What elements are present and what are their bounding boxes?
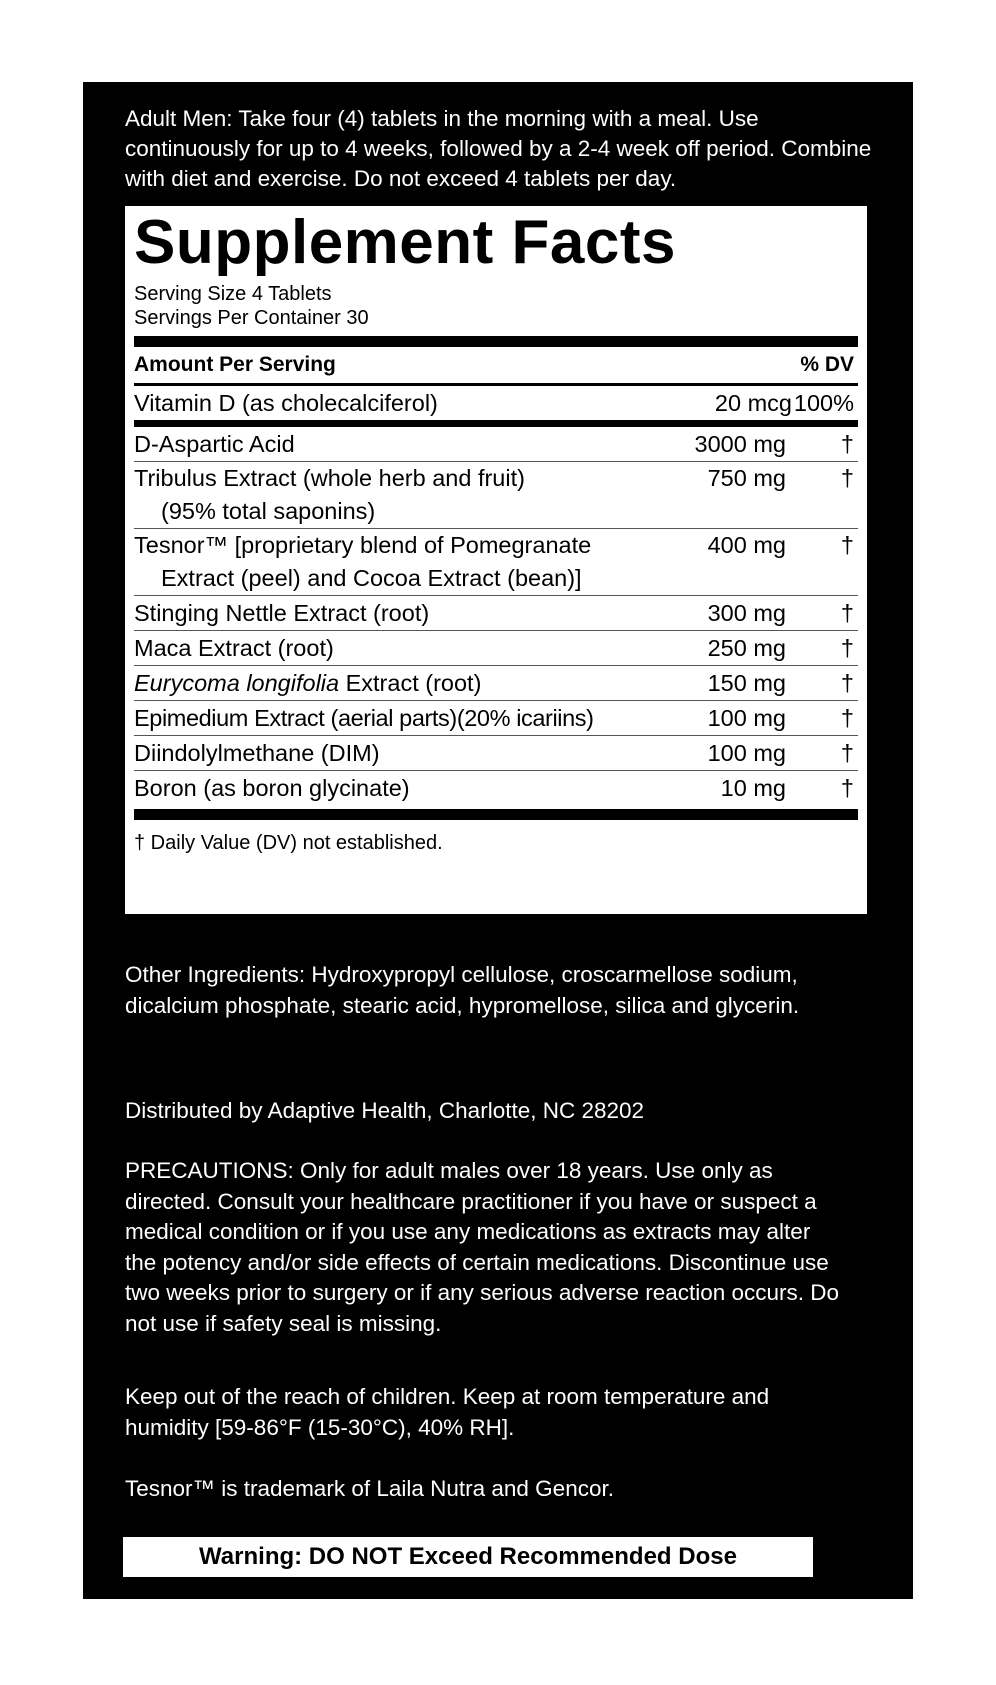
ingredient-dv: † xyxy=(840,740,854,766)
ingredient-amount: 300 mg xyxy=(707,600,786,626)
ingredient-name: D-Aspartic Acid xyxy=(134,431,295,457)
supplement-label-panel xyxy=(83,82,913,1599)
facts-row xyxy=(134,631,858,666)
ingredient-name: Tesnor™ [proprietary blend of Pomegranate xyxy=(134,532,592,558)
ingredient-dv: † xyxy=(840,775,854,801)
ingredient-subtext: (95% total saponins) xyxy=(161,498,376,524)
ingredient-name: Maca Extract (root) xyxy=(134,635,334,661)
dv-header-label: % DV xyxy=(800,353,854,376)
ingredient-name-italic: Eurycoma longifolia xyxy=(134,670,340,696)
ingredient-dv: † xyxy=(840,532,854,558)
facts-row xyxy=(134,596,858,631)
warning-banner xyxy=(123,1537,813,1577)
ingredient-amount: 100 mg xyxy=(707,740,786,766)
other-ingredients-text: Other Ingredients: Hydroxypropyl cellulose, croscarmellose sodium, dicalcium phosphate, stearic acid, hypromellose, silica and glycerin. xyxy=(125,962,800,1018)
ingredient-dv: † xyxy=(840,600,854,626)
ingredient-amount: 20 mcg xyxy=(714,390,792,416)
ingredient-name: Stinging Nettle Extract (root) xyxy=(134,600,430,626)
warning-text: Warning: DO NOT Exceed Recommended Dose xyxy=(199,1543,737,1570)
thick-divider xyxy=(134,336,858,347)
ingredient-name: Vitamin D (as cholecalciferol) xyxy=(134,390,438,416)
ingredient-amount: 10 mg xyxy=(720,775,786,801)
ingredient-amount: 250 mg xyxy=(707,635,786,661)
precautions-text: PRECAUTIONS: Only for adult males over 18 years. Use only as directed. Consult your healthcare practitioner if you have or suspect a medical condition or if you use any medications as extracts may alter the potency and/or side effects of certain medications. Discontinue use two weeks prior to surgery or if any serious adverse reaction occurs. Do not use if safety seal is missing. xyxy=(125,1158,840,1336)
supplement-facts-box xyxy=(125,206,867,914)
ingredient-subtext: Extract (peel) and Cocoa Extract (bean)] xyxy=(161,565,582,591)
dv-footnote: † Daily Value (DV) not established. xyxy=(134,832,443,854)
facts-row xyxy=(134,771,858,805)
ingredient-name: Tribulus Extract (whole herb and fruit) xyxy=(134,465,525,491)
ingredient-name: Extract (root) xyxy=(339,670,482,696)
ingredient-dv: † xyxy=(840,670,854,696)
facts-title: Supplement Facts xyxy=(134,208,676,277)
servings-per-container: Servings Per Container 30 xyxy=(134,307,369,329)
ingredient-amount: 100 mg xyxy=(707,705,786,731)
ingredient-name: Diindolylmethane (DIM) xyxy=(134,740,380,766)
facts-row xyxy=(134,462,858,529)
medium-divider xyxy=(134,420,858,427)
ingredient-dv: † xyxy=(840,705,854,731)
distributor-text: Distributed by Adaptive Health, Charlotte, NC 28202 xyxy=(125,1098,645,1123)
ingredient-name: Boron (as boron glycinate) xyxy=(134,775,410,801)
ingredient-dv: 100% xyxy=(793,390,854,416)
ingredient-amount: 3000 mg xyxy=(694,431,786,457)
ingredient-dv: † xyxy=(840,465,854,491)
facts-row xyxy=(134,427,858,462)
ingredient-dv: † xyxy=(840,635,854,661)
amount-per-serving-label: Amount Per Serving xyxy=(134,353,336,376)
storage-text: Keep out of the reach of children. Keep at room temperature and humidity [59-86°F (15-30°C), 40% RH]. xyxy=(125,1384,770,1440)
facts-row-vitamin-d xyxy=(134,386,858,420)
ingredient-amount: 750 mg xyxy=(707,465,786,491)
thick-divider xyxy=(134,809,858,820)
facts-row xyxy=(134,736,858,771)
ingredient-amount: 400 mg xyxy=(707,532,786,558)
facts-row xyxy=(134,529,858,596)
directions-text: Adult Men: Take four (4) tablets in the morning with a meal. Use continuously for up to 4 weeks, followed by a 2-4 week off period. Combine with diet and exercise. Do not exceed 4 tablets per day. xyxy=(125,106,872,191)
facts-header-row xyxy=(134,347,858,386)
facts-row xyxy=(134,666,858,701)
facts-row xyxy=(134,701,858,736)
serving-size: Serving Size 4 Tablets xyxy=(134,283,332,305)
ingredient-amount: 150 mg xyxy=(707,670,786,696)
ingredient-name: Epimedium Extract (aerial parts)(20% icariins) xyxy=(134,705,594,731)
ingredient-dv: † xyxy=(840,431,854,457)
trademark-text: Tesnor™ is trademark of Laila Nutra and Gencor. xyxy=(125,1476,614,1501)
